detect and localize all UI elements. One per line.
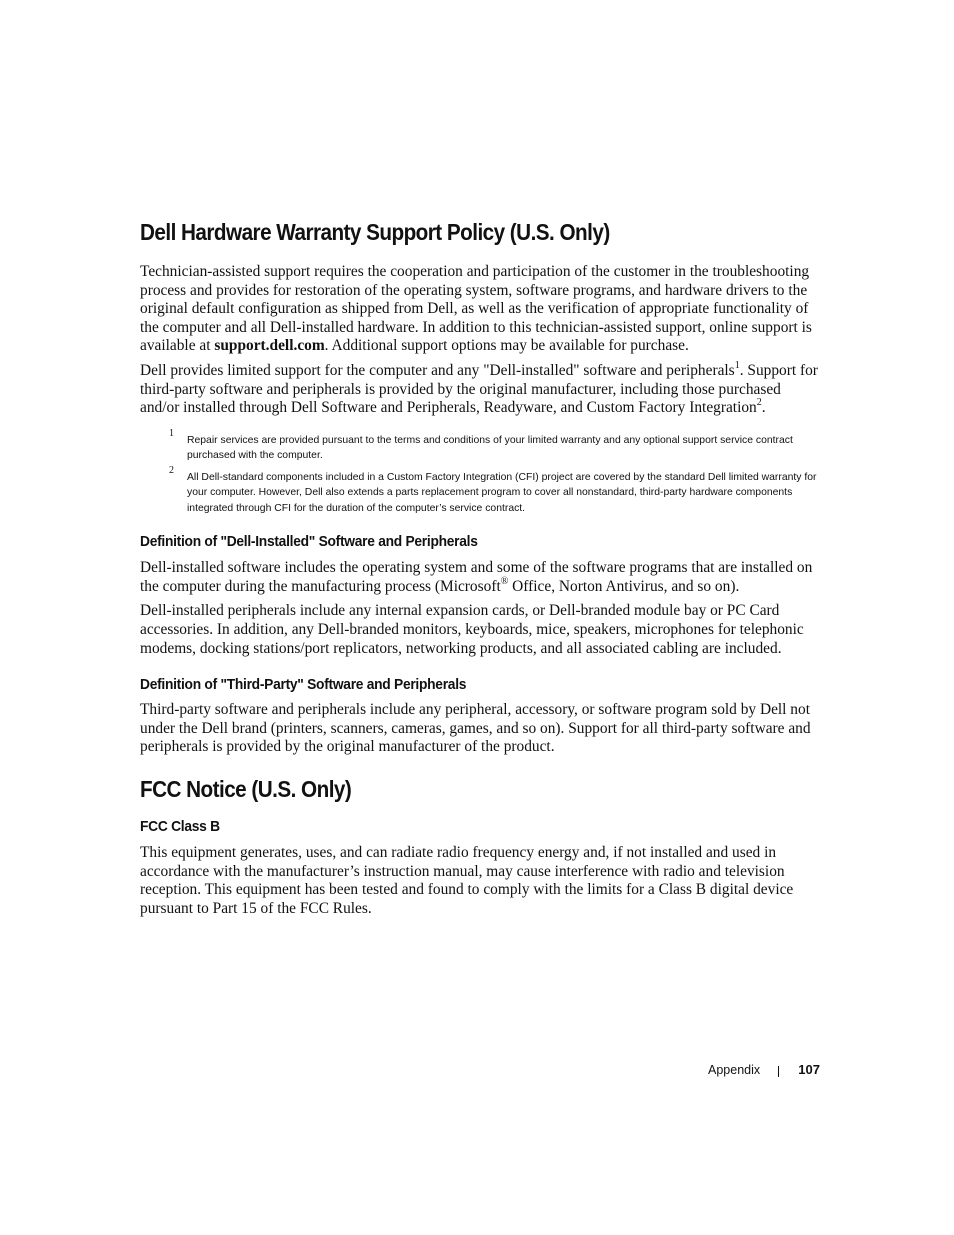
- fcc-paragraph: This equipment generates, uses, and can radiate radio frequency energy and, if not installed and used in accordance with the manufacturer’s instruction manual, may cause interference with radio and television reception. This equipment has been tested and found to comply with the limits for a Class B digital device pursuant to Part 15 of the FCC Rules.: [140, 844, 794, 917]
- registered-mark: ®: [500, 575, 509, 587]
- dell-installed-heading: Definition of "Dell-Installed" Software and Peripherals: [140, 533, 478, 551]
- dell-installed-p1-text: Dell-installed software includes the operating system and some of the software programs that are installed on the computer during the manufacturing process (Microsoft: [140, 559, 813, 595]
- footnote-2: [140, 464, 820, 517]
- dell-installed-paragraph-1: [140, 559, 820, 596]
- third-party-paragraph: Third-party software and peripherals include any peripheral, accessory, or software program sold by Dell not under the Dell brand (printers, scanners, cameras, games, and so on). Support for all third-party software and peripherals is provided by the original manufacturer of the product.: [140, 701, 811, 756]
- warranty-p2-text-end: .: [761, 399, 766, 417]
- page-content: [140, 218, 820, 918]
- warranty-paragraph-2: [140, 359, 820, 418]
- page-number: 107: [798, 1062, 820, 1077]
- dell-installed-paragraph-2: Dell-installed peripherals include any internal expansion cards, or Dell-branded module bay or PC Card accessories. In addition, any Dell-branded monitors, keyboards, mice, speakers, microphones for telephonic modems, docking stations/port replicators, networking products, and all associated cabling are included.: [140, 602, 804, 657]
- third-party-heading: Definition of "Third-Party" Software and Peripherals: [140, 676, 467, 694]
- warranty-paragraph-1: [140, 263, 820, 356]
- footnote-text: Repair services are provided pursuant to the terms and conditions of your limited warranty and any optional support service contract purchased with the computer.: [187, 434, 793, 462]
- page-footer: [700, 1061, 822, 1081]
- footnote-1: [140, 427, 820, 464]
- warranty-policy-heading: Dell Hardware Warranty Support Policy (U.S. Only): [140, 219, 610, 245]
- warranty-p1-text-end: . Additional support options may be available for purchase.: [324, 337, 689, 355]
- footer-divider: [778, 1066, 779, 1077]
- fcc-notice-heading: FCC Notice (U.S. Only): [140, 776, 352, 802]
- footnote-number: 1: [169, 427, 174, 439]
- fcc-class-b-heading: FCC Class B: [140, 818, 220, 835]
- footnote-number: 2: [169, 464, 174, 476]
- footnote-text: All Dell-standard components included in a Custom Factory Integration (CFI) project are covered by the standard Dell limited warranty for your computer. However, Dell also extends a parts replacement program to cover all nonstandard, third-party hardware components integrated through CFI for the duration of the computer’s service contract.: [187, 471, 817, 514]
- dell-installed-p1-text-end: Office, Norton Antivirus, and so on).: [508, 577, 740, 595]
- support-link[interactable]: support.dell.com: [214, 337, 325, 355]
- warranty-p2-text: Dell provides limited support for the computer and any "Dell-installed" software and peripherals: [140, 361, 735, 379]
- footer-section-label: Appendix: [708, 1063, 761, 1077]
- footnote-ref-2: 2: [756, 397, 762, 409]
- warranty-p1-text: Technician-assisted support requires the cooperation and participation of the customer in the troubleshooting process and provides for restoration of the operating system, software programs, and hardware drivers to the original default configuration as shipped from Dell, as well as the verification of appropriate functionality of the computer and all Dell-installed hardware. In addition to this technician-assisted support, online support is available at: [140, 263, 812, 355]
- warranty-p2-text-mid: . Support for third-party software and peripherals is provided by the original manufacturer, including those purchased and/or installed through Dell Software and Peripherals, Readyware, and Custom Factory Integration: [140, 361, 818, 417]
- footnote-ref-1: 1: [734, 359, 740, 371]
